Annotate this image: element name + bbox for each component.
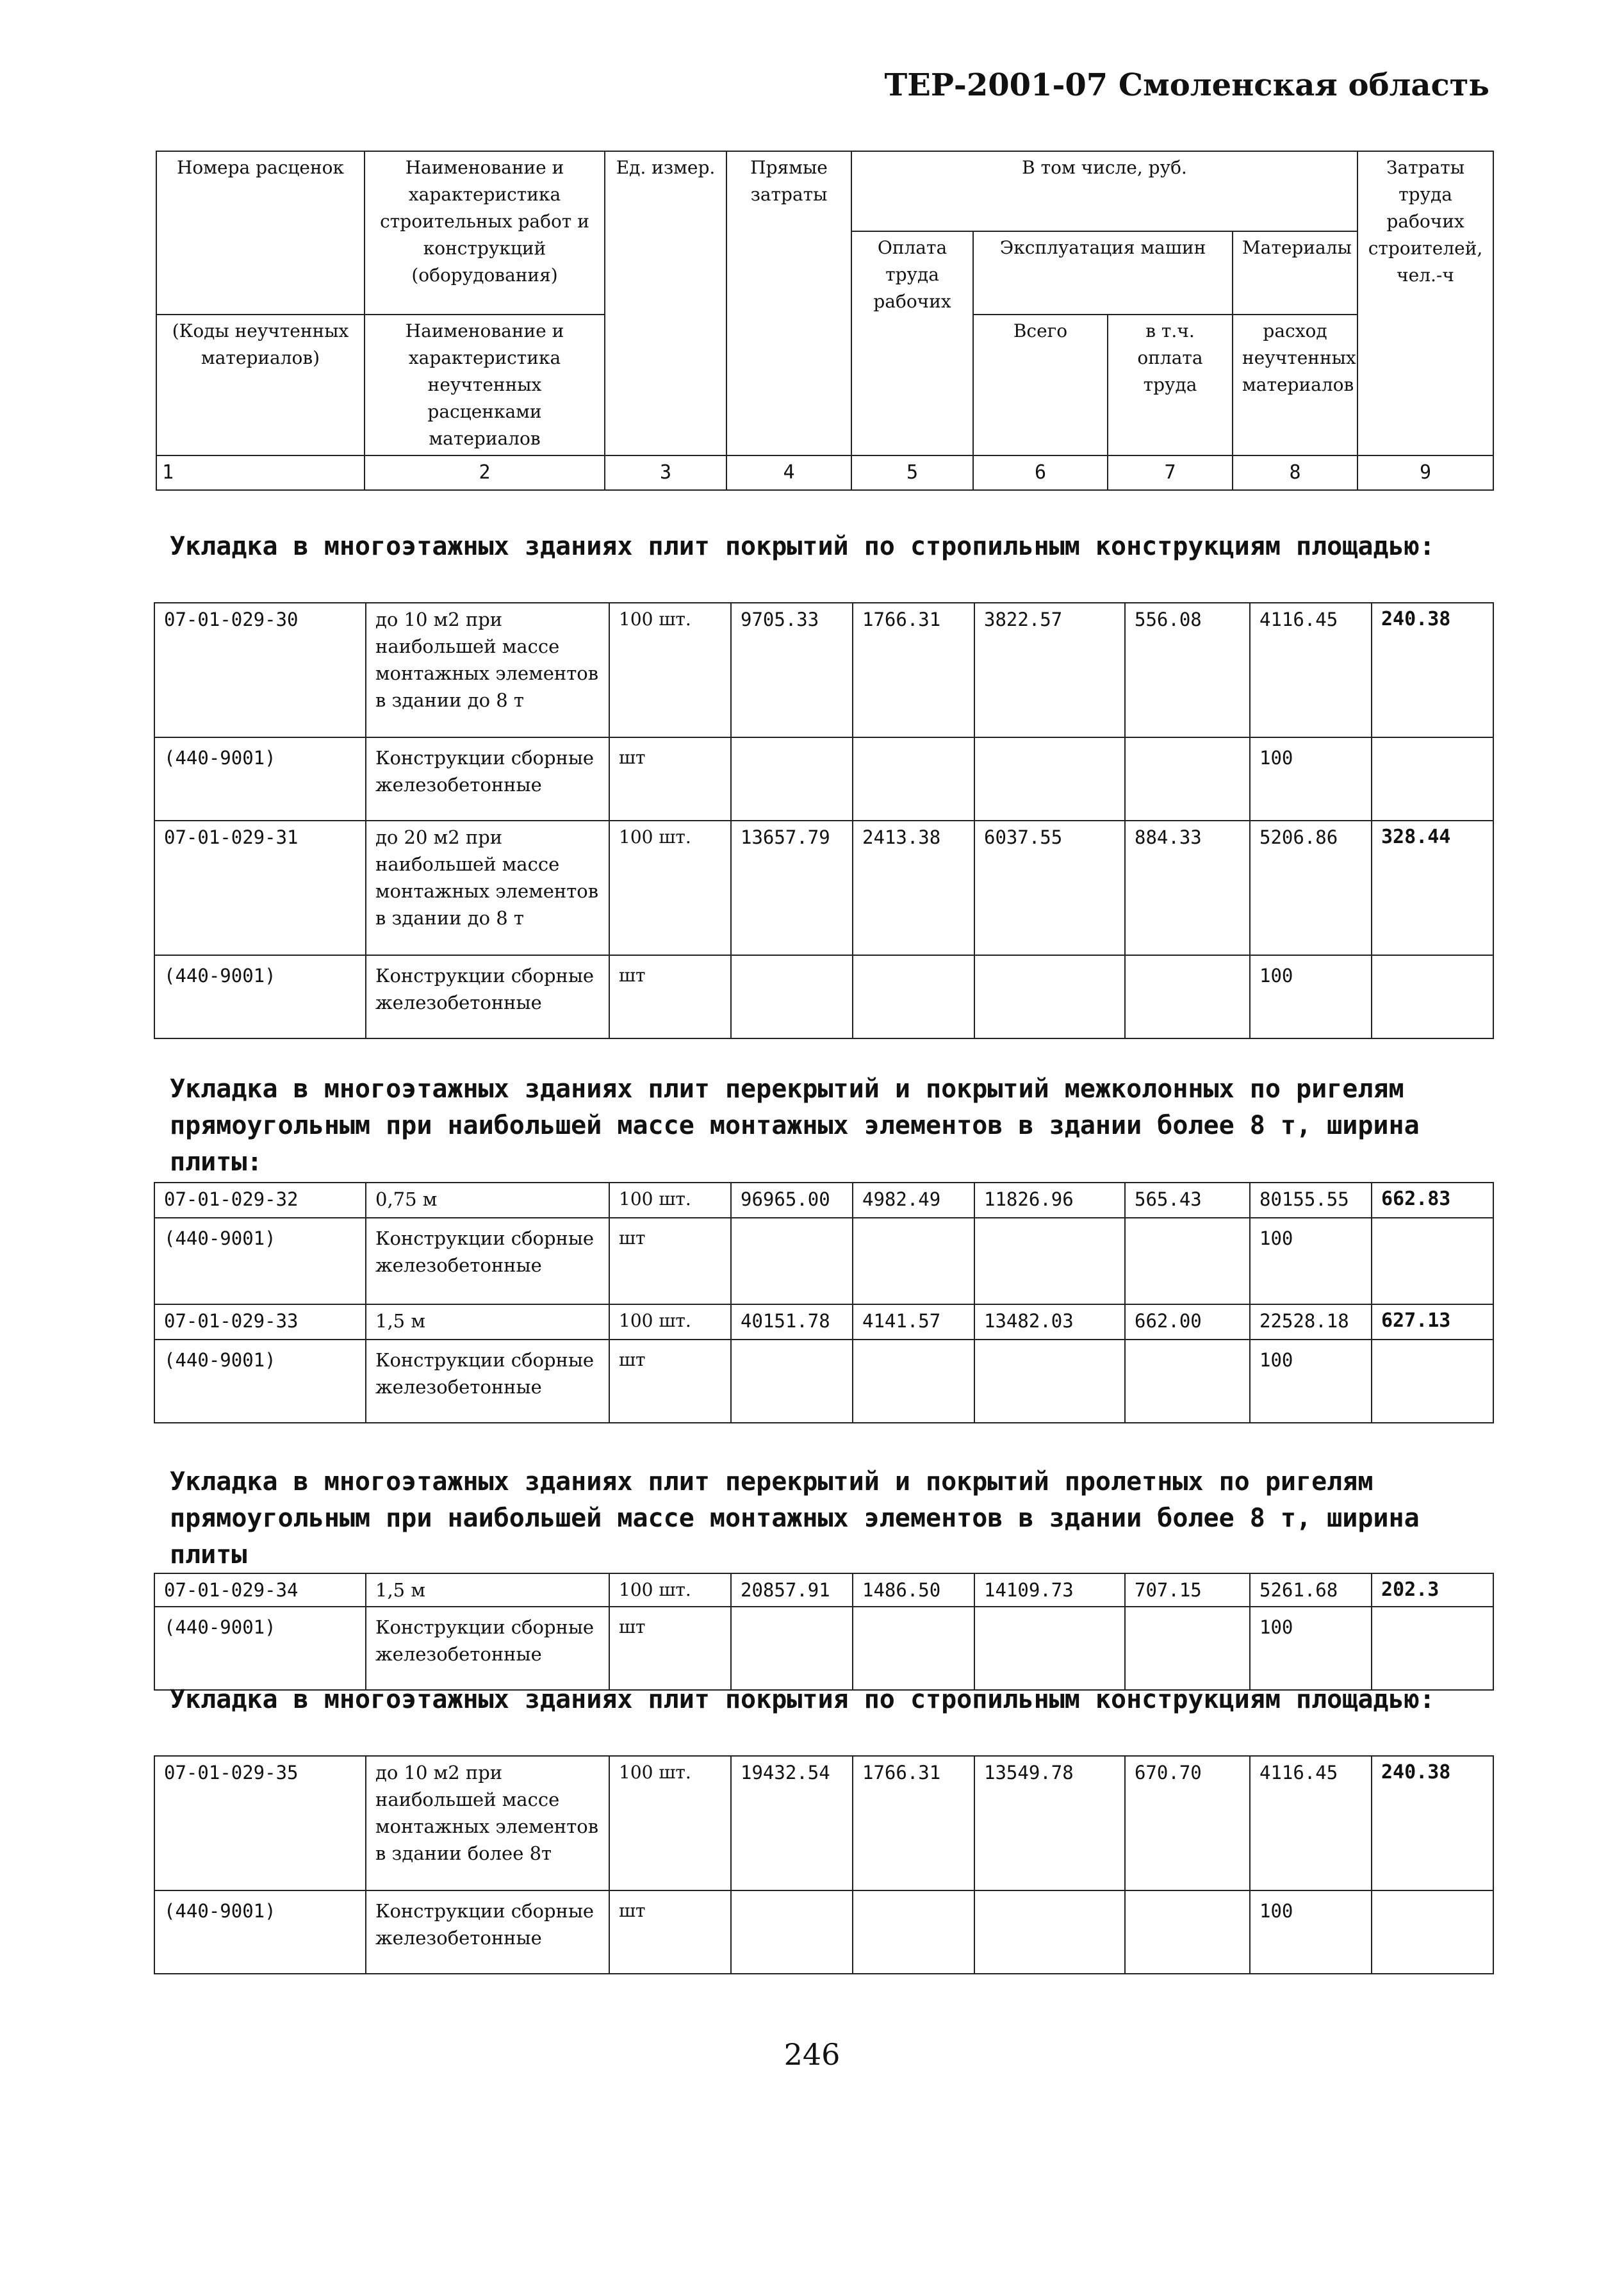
rate-materials: 80155.55 (1250, 1183, 1372, 1218)
rate-unit: 100 шт. (609, 821, 731, 955)
rate-machine-wage: 662.00 (1125, 1304, 1250, 1340)
rate-machines: 11826.96 (974, 1183, 1125, 1218)
material-usage: 100 (1250, 955, 1372, 1038)
head-mat-usage: расход неучтенных материалов (1233, 315, 1357, 455)
head-wage: Оплата труда рабочих (851, 231, 973, 455)
rate-wage (853, 1607, 974, 1690)
rate-machine-wage (1125, 1890, 1250, 1974)
rate-direct (731, 1607, 853, 1690)
rate-trud (1372, 737, 1493, 821)
head-name: Наименование и характеристика строительных работ и конструкций (оборудования) (365, 151, 605, 315)
rate-code: 07-01-029-33 (154, 1304, 366, 1340)
rate-machines (974, 1607, 1125, 1690)
rate-direct (731, 1340, 853, 1423)
rate-direct: 40151.78 (731, 1304, 853, 1340)
material-code: (440-9001) (154, 1890, 366, 1974)
col-number: 6 (973, 455, 1108, 490)
rates-table (154, 1755, 1494, 1974)
rate-materials: 5261.68 (1250, 1573, 1372, 1607)
rate-direct: 9705.33 (731, 603, 853, 737)
section-title: Укладка в многоэтажных зданиях плит покрытия по стропильным конструкциям площадью: (170, 1685, 1435, 1714)
rate-wage (853, 955, 974, 1038)
rate-direct: 20857.91 (731, 1573, 853, 1607)
head-incl-wage: в т.ч. оплата труда (1108, 315, 1233, 455)
material-name: Конструкции сборные железобетонные (366, 737, 609, 821)
col-number: 8 (1233, 455, 1357, 490)
material-usage: 100 (1250, 737, 1372, 821)
rate-wage: 4982.49 (853, 1183, 974, 1218)
material-unit: шт (609, 1340, 731, 1423)
table-row (154, 1304, 1493, 1340)
head-direct: Прямые затраты (726, 151, 851, 455)
table-row (154, 1340, 1493, 1423)
material-unit: шт (609, 1607, 731, 1690)
column-header-table (156, 151, 1494, 491)
material-code: (440-9001) (154, 1340, 366, 1423)
rate-name: 1,5 м (366, 1304, 609, 1340)
table-row (154, 603, 1493, 737)
rate-machines (974, 1890, 1125, 1974)
head-incl: В том числе, руб. (851, 151, 1357, 231)
rate-wage: 1486.50 (853, 1573, 974, 1607)
material-name: Конструкции сборные железобетонные (366, 1890, 609, 1974)
table-row (154, 955, 1493, 1038)
rate-trud: 240.38 (1372, 1756, 1493, 1890)
rates-table (154, 602, 1494, 1039)
rate-trud (1372, 955, 1493, 1038)
rate-trud (1372, 1218, 1493, 1304)
rate-wage: 2413.38 (853, 821, 974, 955)
material-name: Конструкции сборные железобетонные (366, 1340, 609, 1423)
page-number: 246 (783, 2037, 841, 2072)
material-code: (440-9001) (154, 737, 366, 821)
rate-materials: 4116.45 (1250, 1756, 1372, 1890)
rate-machine-wage: 707.15 (1125, 1573, 1250, 1607)
rate-direct: 19432.54 (731, 1756, 853, 1890)
rate-unit: 100 шт. (609, 1183, 731, 1218)
rate-machine-wage: 565.43 (1125, 1183, 1250, 1218)
material-usage: 100 (1250, 1890, 1372, 1974)
rate-wage (853, 1890, 974, 1974)
rate-wage: 1766.31 (853, 603, 974, 737)
rates-table (154, 1182, 1494, 1423)
rate-machines (974, 1340, 1125, 1423)
rate-name: 1,5 м (366, 1573, 609, 1607)
rate-machine-wage (1125, 1218, 1250, 1304)
rate-trud (1372, 1607, 1493, 1690)
rate-machine-wage (1125, 955, 1250, 1038)
rate-unit: 100 шт. (609, 603, 731, 737)
col-number: 4 (726, 455, 851, 490)
head-trud: Затраты труда рабочих строителей, чел.-ч (1357, 151, 1493, 455)
col-number: 2 (365, 455, 605, 490)
table-row (154, 1607, 1493, 1690)
col-number: 5 (851, 455, 973, 490)
rate-wage: 4141.57 (853, 1304, 974, 1340)
material-code: (440-9001) (154, 955, 366, 1038)
col-number: 1 (156, 455, 365, 490)
material-unit: шт (609, 955, 731, 1038)
table-row (154, 821, 1493, 955)
section-title: Укладка в многоэтажных зданиях плит покрытий по стропильным конструкциям площадью: (170, 532, 1435, 561)
rate-machine-wage (1125, 1340, 1250, 1423)
table-row (154, 1890, 1493, 1974)
material-unit: шт (609, 737, 731, 821)
rate-machines (974, 737, 1125, 821)
rate-direct: 96965.00 (731, 1183, 853, 1218)
rate-name: до 20 м2 при наибольшей массе монтажных элементов в здании до 8 т (366, 821, 609, 955)
rate-trud: 662.83 (1372, 1183, 1493, 1218)
rate-direct (731, 1218, 853, 1304)
rate-machines: 6037.55 (974, 821, 1125, 955)
rate-materials: 4116.45 (1250, 603, 1372, 737)
table-row (154, 1183, 1493, 1218)
rate-machine-wage: 884.33 (1125, 821, 1250, 955)
rate-machine-wage: 670.70 (1125, 1756, 1250, 1890)
rate-trud (1372, 1340, 1493, 1423)
rate-wage (853, 737, 974, 821)
table-row (154, 1218, 1493, 1304)
material-unit: шт (609, 1890, 731, 1974)
rates-table (154, 1573, 1494, 1691)
col-number: 7 (1108, 455, 1233, 490)
rate-unit: 100 шт. (609, 1756, 731, 1890)
rate-code: 07-01-029-34 (154, 1573, 366, 1607)
rate-direct (731, 1890, 853, 1974)
rate-machines: 13549.78 (974, 1756, 1125, 1890)
section-title: Укладка в многоэтажных зданиях плит перекрытий и покрытий межколонных по ригелям прямоугольным при наибольшей массе монтажных элементов в здании более 8 т, ширина плиты: (170, 1074, 1420, 1177)
table-row (154, 1756, 1493, 1890)
material-code: (440-9001) (154, 1218, 366, 1304)
head-machines: Эксплуатация машин (973, 231, 1233, 315)
material-name: Конструкции сборные железобетонные (366, 1218, 609, 1304)
rate-code: 07-01-029-32 (154, 1183, 366, 1218)
rate-name: до 10 м2 при наибольшей массе монтажных элементов в здании более 8т (366, 1756, 609, 1890)
rate-trud: 328.44 (1372, 821, 1493, 955)
table-row (154, 1573, 1493, 1607)
rate-materials: 22528.18 (1250, 1304, 1372, 1340)
material-usage: 100 (1250, 1607, 1372, 1690)
rate-machines (974, 1218, 1125, 1304)
col-number: 9 (1357, 455, 1493, 490)
rate-machines: 14109.73 (974, 1573, 1125, 1607)
rate-code: 07-01-029-35 (154, 1756, 366, 1890)
table-row (154, 737, 1493, 821)
rate-trud: 627.13 (1372, 1304, 1493, 1340)
rate-code: 07-01-029-31 (154, 821, 366, 955)
material-name: Конструкции сборные железобетонные (366, 955, 609, 1038)
rate-direct (731, 955, 853, 1038)
page-header: ТЕР-2001-07 Смоленская область (884, 67, 1489, 103)
rate-wage (853, 1218, 974, 1304)
head-name2: Наименование и характеристика неучтенных расценками материалов (365, 315, 605, 455)
rate-wage (853, 1340, 974, 1423)
material-usage: 100 (1250, 1218, 1372, 1304)
rate-machines: 3822.57 (974, 603, 1125, 737)
rate-unit: 100 шт. (609, 1573, 731, 1607)
rate-code: 07-01-029-30 (154, 603, 366, 737)
rate-machine-wage (1125, 737, 1250, 821)
head-materials: Материалы (1233, 231, 1357, 315)
head-unit: Ед. измер. (605, 151, 726, 455)
rate-wage: 1766.31 (853, 1756, 974, 1890)
rate-name: до 10 м2 при наибольшей массе монтажных элементов в здании до 8 т (366, 603, 609, 737)
rate-machine-wage: 556.08 (1125, 603, 1250, 737)
head-code: Номера расценок (156, 151, 365, 315)
rate-trud (1372, 1890, 1493, 1974)
rate-direct (731, 737, 853, 821)
rate-machine-wage (1125, 1607, 1250, 1690)
head-code2: (Коды неучтенных материалов) (156, 315, 365, 455)
rate-materials: 5206.86 (1250, 821, 1372, 955)
rate-trud: 202.3 (1372, 1573, 1493, 1607)
head-total: Всего (973, 315, 1108, 455)
rate-name: 0,75 м (366, 1183, 609, 1218)
material-code: (440-9001) (154, 1607, 366, 1690)
rate-machines (974, 955, 1125, 1038)
material-usage: 100 (1250, 1340, 1372, 1423)
rate-trud: 240.38 (1372, 603, 1493, 737)
material-name: Конструкции сборные железобетонные (366, 1607, 609, 1690)
rate-direct: 13657.79 (731, 821, 853, 955)
rate-unit: 100 шт. (609, 1304, 731, 1340)
material-unit: шт (609, 1218, 731, 1304)
rate-machines: 13482.03 (974, 1304, 1125, 1340)
section-title: Укладка в многоэтажных зданиях плит перекрытий и покрытий пролетных по ригелям прямоугольным при наибольшей массе монтажных элементов в здании более 8 т, ширина плиты (170, 1467, 1420, 1570)
col-number: 3 (605, 455, 726, 490)
